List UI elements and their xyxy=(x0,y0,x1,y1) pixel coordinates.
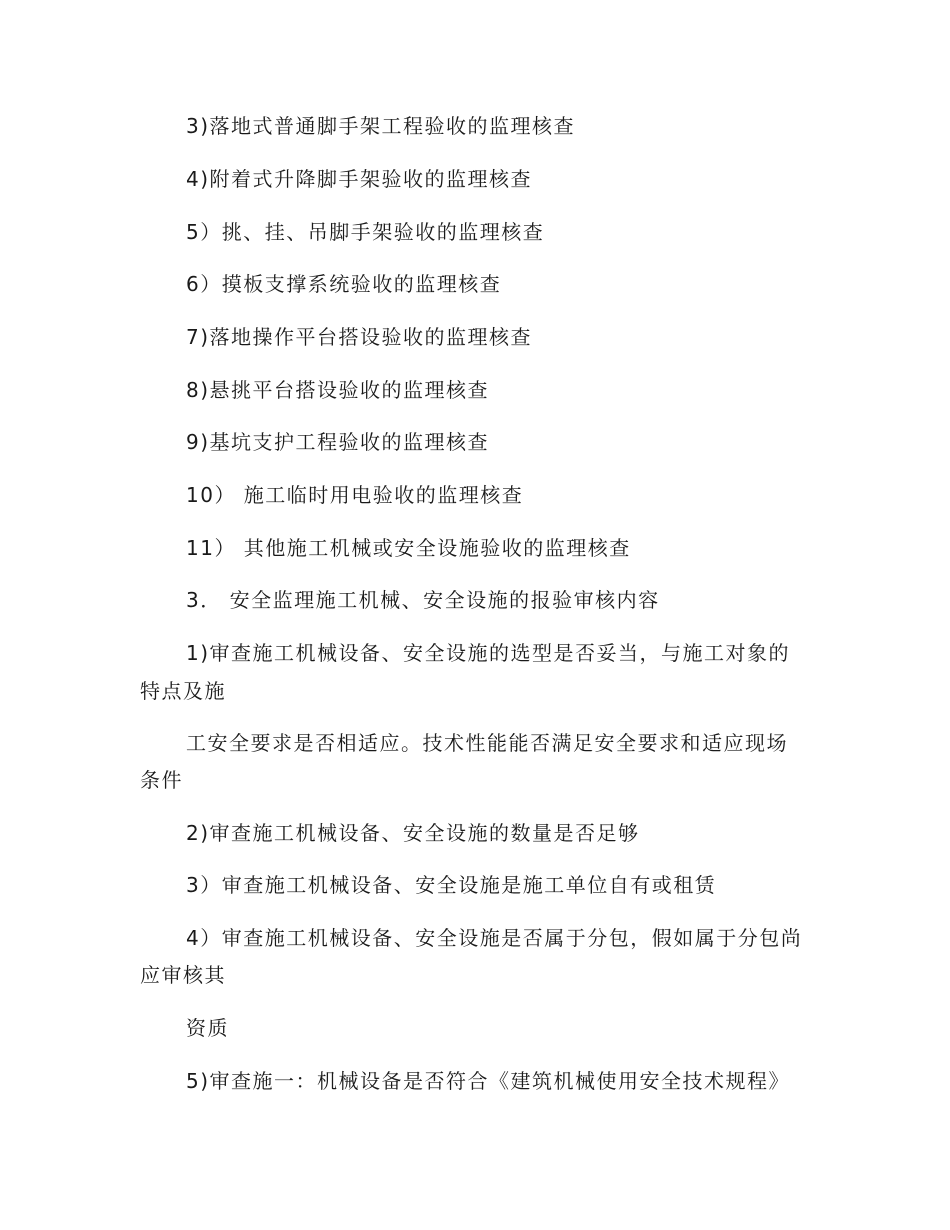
paragraph-line-continuation: 条件 xyxy=(140,768,183,792)
list-item-3: 3)落地式普通脚手架工程验收的监理核查 xyxy=(186,114,576,138)
paragraph-line: 资质 xyxy=(186,1016,229,1040)
review-item-5: 5)审查施一：机械设备是否符合《建筑机械使用安全技术规程》 xyxy=(186,1069,791,1093)
review-item-4: 4）审查施工机械设备、安全设施是否属于分包，假如属于分包尚 xyxy=(186,926,803,950)
list-item-7: 7)落地操作平台搭设验收的监理核查 xyxy=(186,325,533,349)
review-item-2: 2)审查施工机械设备、安全设施的数量是否足够 xyxy=(186,821,640,845)
list-item-9: 9)基坑支护工程验收的监理核查 xyxy=(186,430,490,454)
list-item-10: 10） 施工临时用电验收的监理核查 xyxy=(186,483,524,507)
list-item-4: 4)附着式升降脚手架验收的监理核查 xyxy=(186,167,533,191)
list-item-5: 5）挑、挂、吊脚手架验收的监理核查 xyxy=(186,220,545,244)
review-item-1-continuation: 特点及施 xyxy=(140,679,226,703)
list-item-11: 11） 其他施工机械或安全设施验收的监理核查 xyxy=(186,536,631,560)
list-item-8: 8)悬挑平台搭设验收的监理核查 xyxy=(186,378,490,402)
review-item-1: 1)审查施工机械设备、安全设施的选型是否妥当，与施工对象的 xyxy=(186,641,791,665)
section-heading: 3． 安全监理施工机械、安全设施的报验审核内容 xyxy=(186,588,660,612)
review-item-4-continuation: 应审核其 xyxy=(140,963,226,987)
list-item-6: 6）摸板支撑系统验收的监理核查 xyxy=(186,272,502,296)
paragraph-line: 工安全要求是否相适应。技术性能能否满足安全要求和适应现场 xyxy=(186,731,788,755)
review-item-3: 3）审查施工机械设备、安全设施是施工单位自有或租赁 xyxy=(186,873,717,897)
